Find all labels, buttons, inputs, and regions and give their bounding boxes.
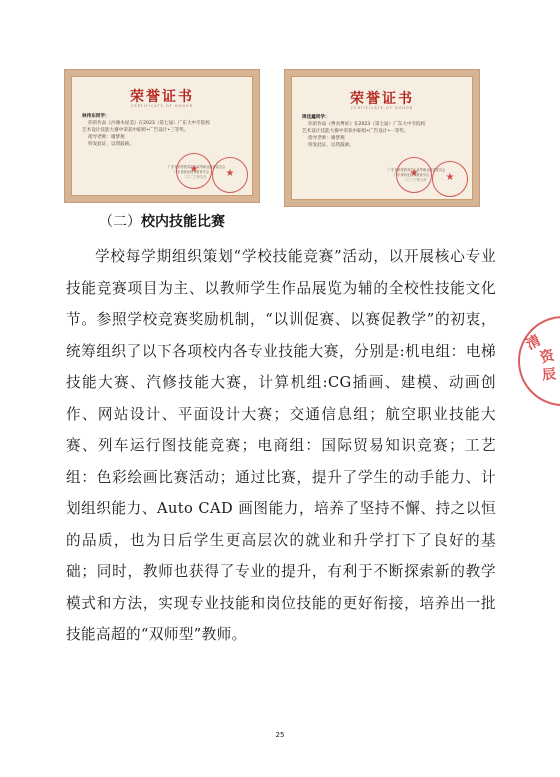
certificate-date: 二〇二三年九月	[184, 175, 207, 179]
section-number: （二）	[99, 214, 141, 230]
certificate-text-line: 特发此证，以资鼓励。	[88, 142, 134, 147]
page-number: 25	[275, 731, 285, 739]
certificate-text-line: 特发此证，以资鼓励。	[308, 143, 354, 148]
seal-stamp-icon	[176, 153, 212, 189]
certificate-image-2	[284, 69, 480, 207]
body-paragraph: 学校每学期组织策划“学校技能竞赛”活动，以开展核心专业技能竞赛项目为主、以教师学生作品展览为辅的全校性技能文化节。参照学校竞赛奖励机制，“以训促赛、以赛促教学”的初衷，统筹组织了以下各项校内各专业技能大赛，分别是:机电组：电梯技能大赛、汽修技能大赛，计算机组:CG插画、建模、动画创作、网站设计、平面设计大赛；交通信息组；航空职业技能大赛、列车运行图技能竞赛；电商组：国际贸易知识竞赛；工艺组：色彩绘画比赛活动；通过比赛，提升了学生的动手能力、计划组织能力、Auto CAD 画图能力，培养了坚持不懈、持之以恒的品质，也为日后学生更高层次的就业和升学打下了良好的基础；同时，教师也获得了专业的提升，有利于不断探索新的教学模式和方法，实现专业技能和岗位技能的更好衔接，培养出一批技能高超的“双师型”教师。	[66, 248, 496, 643]
seal-stamp-icon	[396, 157, 432, 193]
stamp-char: 清	[523, 332, 544, 354]
certificate-date: 二〇二三年九月	[404, 178, 427, 182]
certificate-text-line: 你的作品《粤食粤好》在2023（第七届）广东大中专院校	[308, 122, 426, 127]
certificate-subtitle: CERTIFICATE OF HONOR	[130, 104, 194, 108]
certificate-issuer: 广东省职业技术教育学会	[394, 173, 430, 177]
certificate-recipient: 林伟东同学：	[82, 114, 110, 119]
certificate-issuer: 广东省职业技术教育学会	[174, 170, 210, 174]
certificate-text-line: 艺术设计技能大赛中荣获中职组•广告设计•一等奖。	[302, 129, 409, 134]
certificate-text-line: 指导老师：谢梦燕	[308, 136, 345, 141]
section-title: 校内技能比赛	[141, 214, 225, 230]
certificate-issuer: 广东省高等教育学会高等职业教育委员会	[168, 165, 226, 169]
certificate-paper	[291, 76, 473, 200]
certificate-paper	[71, 76, 253, 196]
certificate-text-line: 你的作品《沙滩木屋美》在2023（第七届）广东大中专院校	[88, 121, 210, 126]
certificate-title: 荣誉证书	[350, 91, 414, 107]
certificate-title: 荣誉证书	[130, 89, 194, 105]
seal-stamp-icon	[432, 161, 468, 197]
certificate-recipient: 周佳鑫同学：	[302, 115, 330, 120]
stamp-char: 辰	[541, 366, 557, 384]
red-seal-stamp-icon	[518, 316, 560, 406]
section-heading	[99, 211, 225, 231]
certificate-text-line: 指导老师：谢梦燕	[88, 135, 125, 140]
certificate-issuer: 广东省高等教育学会高等职业教育委员会	[388, 168, 446, 172]
certificate-text-line: 艺术设计技能大赛中荣获中职组•广告设计•三等奖。	[82, 128, 189, 133]
certificate-image-1	[64, 69, 260, 203]
certificate-subtitle: CERTIFICATE OF HONOR	[350, 106, 414, 110]
seal-stamp-icon	[212, 157, 248, 193]
stamp-char: 资	[538, 347, 557, 367]
